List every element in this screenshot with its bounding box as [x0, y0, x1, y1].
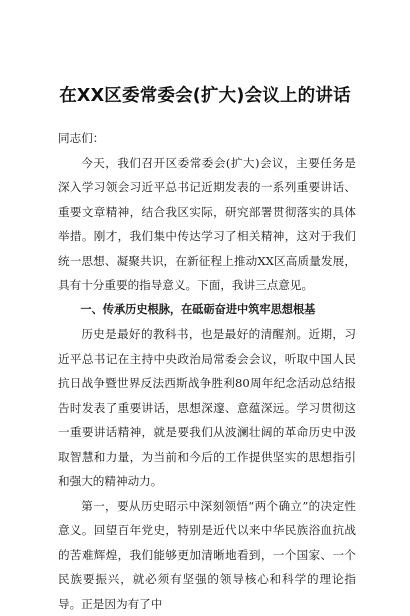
document-title: 在XX区委常委会(扩大)会议上的讲话 — [0, 82, 410, 107]
document-body — [58, 126, 356, 616]
section-paragraph-2: 第一，要从历史昭示中深刻领悟“两个确立”的决定性意义。回望百年党史，特别是近代以来中华民族浴血抗战的苦难辉煌，我们能够更加清晰地看到，一个国家、一个民族要振兴，就必须有坚强的领导核心和科学的理论指导。正是因为有了中 — [58, 494, 356, 616]
salutation: 同志们： — [58, 126, 356, 151]
intro-paragraph: 今天，我们召开区委常委会(扩大)会议，主要任务是深入学习领会习近平总书记近期发表的一系列重要讲话、重要文章精神，结合我区实际，研究部署贯彻落实的具体举措。刚才，我们集中传达学习了相关精神，这对于我们统一思想、凝聚共识，在新征程上推动XX区高质量发展，具有十分重要的指导意义。下面，我讲三点意见。 — [58, 151, 356, 298]
section-heading: 一、传承历史根脉，在砥砺奋进中筑牢思想根基 — [58, 298, 356, 323]
section-paragraph-1: 历史是最好的教科书，也是最好的清醒剂。近期，习近平总书记在主持中央政治局常委会会议，听取中国人民抗日战争暨世界反法西斯战争胜利80周年纪念活动总结报告时发表了重要讲话，思想深邃、意蕴深远。学习贯彻这一重要讲话精神，就是要我们从波澜壮阔的革命历史中汲取智慧和力量，为当前和今后的工作提供坚实的思想指引和强大的精神动力。 — [58, 322, 356, 494]
